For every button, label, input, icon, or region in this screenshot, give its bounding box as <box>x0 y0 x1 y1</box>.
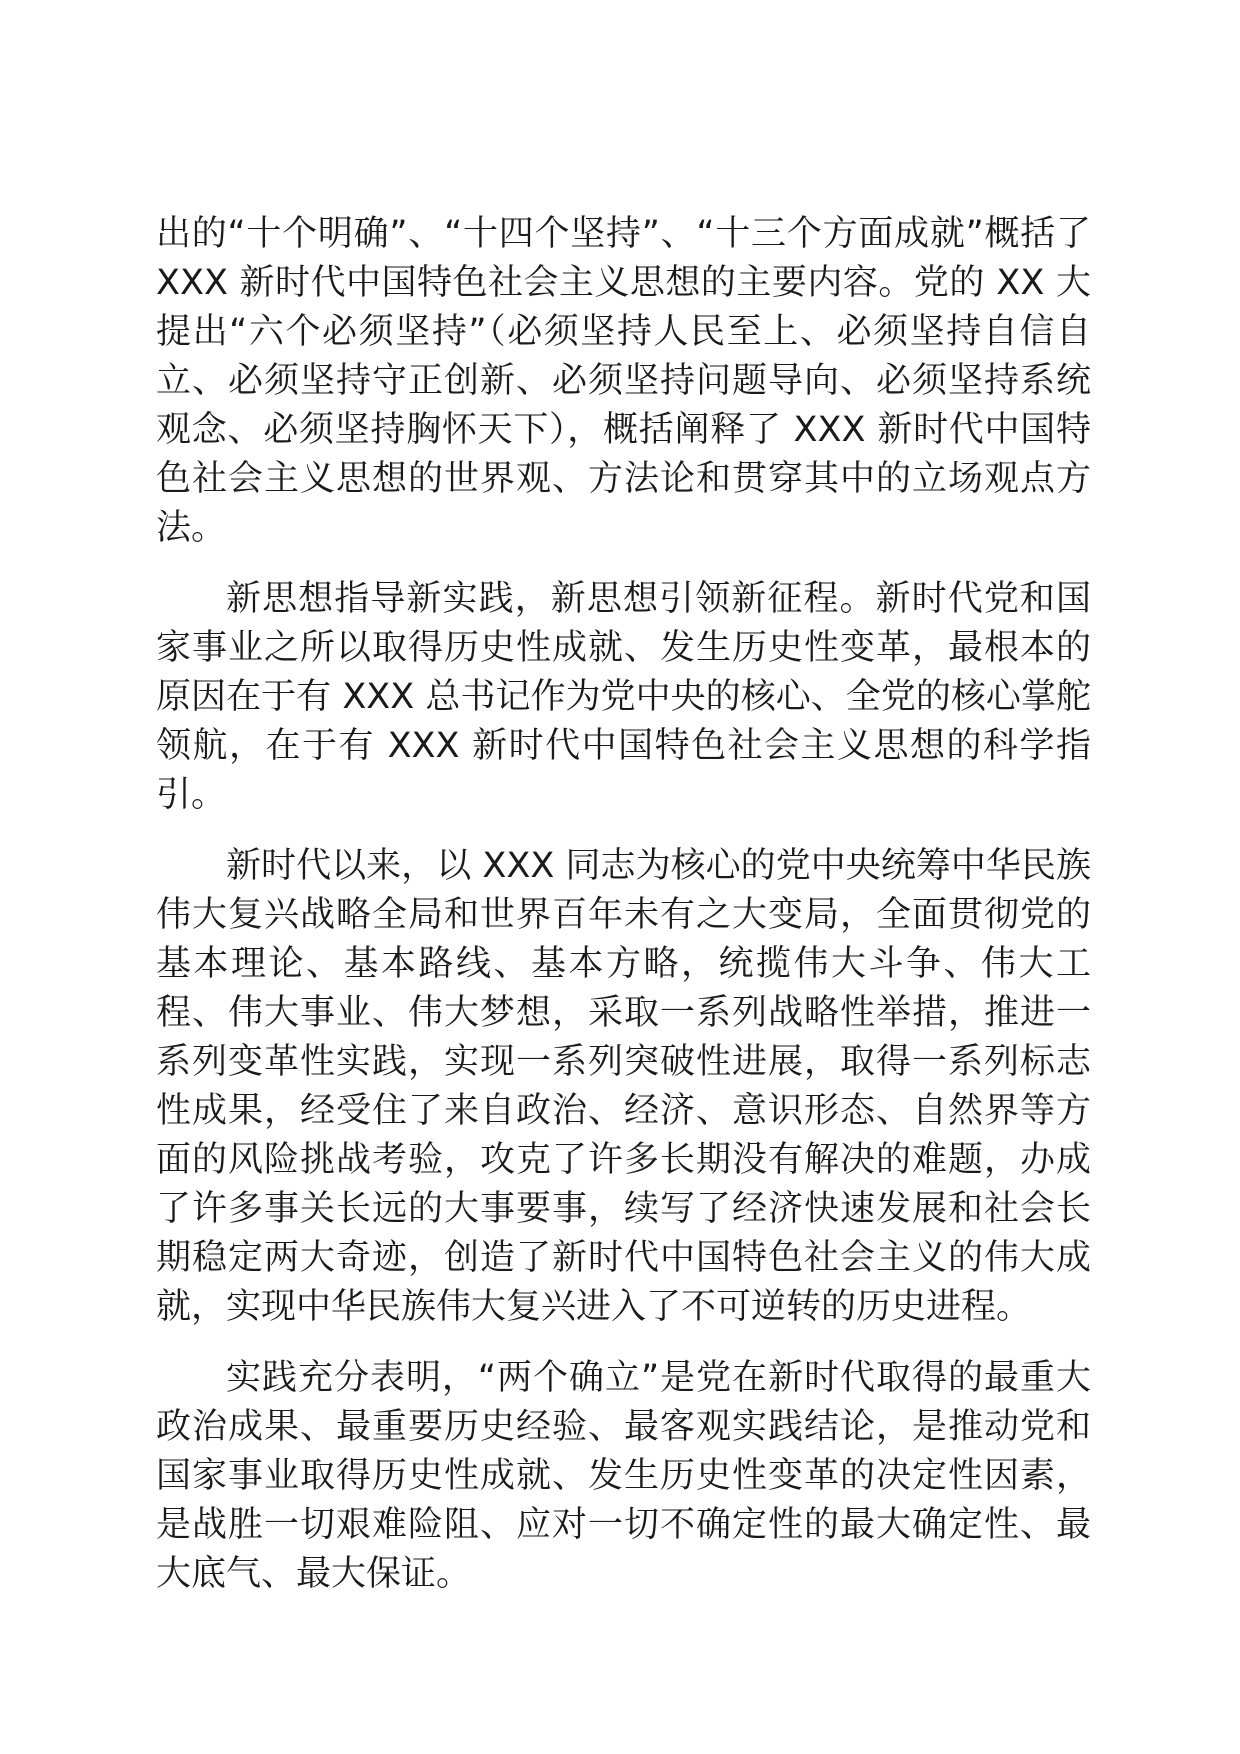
paragraph-2: 新思想指导新实践，新思想引领新征程。新时代党和国家事业之所以取得历史性成就、发生历史性变革，最根本的原因在于有 XXX 总书记作为党中央的核心、全党的核心掌舵领航，在于有 XXX 新时代中国特色社会主义思想的科学指引。 <box>156 579 1091 815</box>
paragraph-1: 出的“十个明确”、“十四个坚持”、“十三个方面成就”概括了 XXX 新时代中国特色社会主义思想的主要内容。党的 XX 大提出“六个必须坚持”（必须坚持人民至上、必须坚持自信自立、必须坚持守正创新、必须坚持问题导向、必须坚持系统观念、必须坚持胸怀天下），概括阐释了 XXX 新时代中国特色社会主义思想的世界观、方法论和贯穿其中的立场观点方法。 <box>156 214 1091 548</box>
paragraph-4: 实践充分表明，“两个确立”是党在新时代取得的最重大政治成果、最重要历史经验、最客观实践结论，是推动党和国家事业取得历史性成就、发生历史性变革的决定性因素，是战胜一切艰难险阻、应对一切不确定性的最大确定性、最大底气、最大保证。 <box>156 1358 1091 1594</box>
paragraph-3: 新时代以来，以 XXX 同志为核心的党中央统筹中华民族伟大复兴战略全局和世界百年未有之大变局，全面贯彻党的基本理论、基本路线、基本方略，统揽伟大斗争、伟大工程、伟大事业、伟大梦想，采取一系列战略性举措，推进一系列变革性实践，实现一系列突破性进展，取得一系列标志性成果，经受住了来自政治、经济、意识形态、自然界等方面的风险挑战考验，攻克了许多长期没有解决的难题，办成了许多事关长远的大事要事，续写了经济快速发展和社会长期稳定两大奇迹，创造了新时代中国特色社会主义的伟大成就，实现中华民族伟大复兴进入了不可逆转的历史进程。 <box>156 846 1091 1327</box>
document-body <box>156 210 1091 1621</box>
